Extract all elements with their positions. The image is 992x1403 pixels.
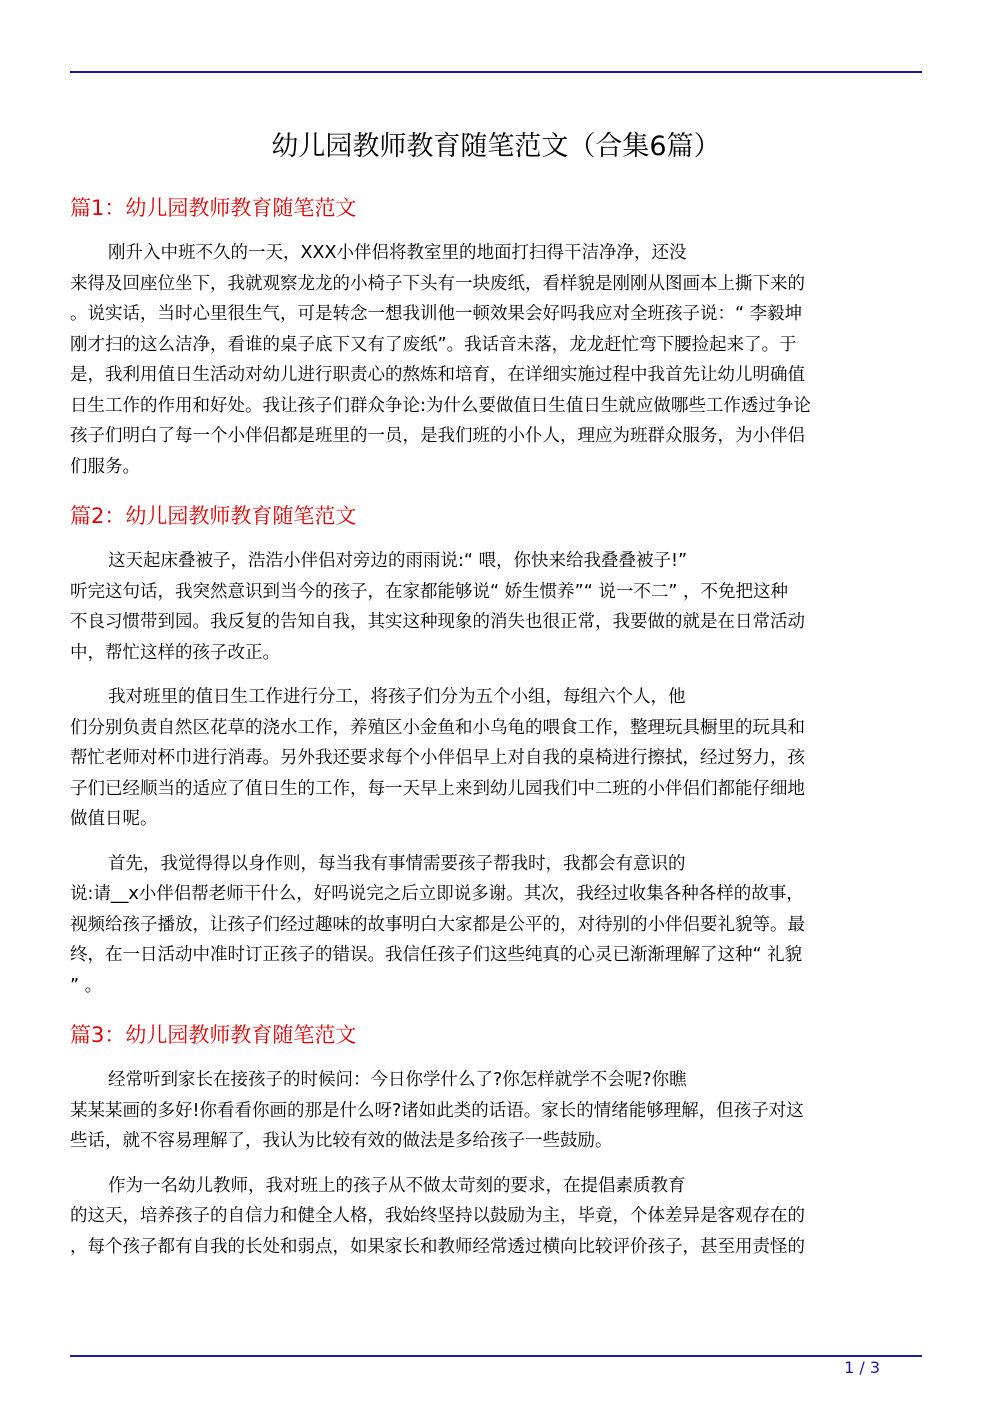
paragraph-line: 些话，就不容易理解了，我认为比较有效的做法是多给孩子一些鼓励。 — [70, 1131, 613, 1151]
paragraph-line: 们服务。 — [70, 456, 140, 477]
paragraph-line: 中，帮忙这样的孩子改正。 — [70, 642, 280, 663]
paragraph — [70, 238, 922, 482]
paragraph — [70, 1171, 922, 1263]
paragraph-line: 。说实话，当时心里很生气，可是转念一想我训他一顿效果会好吗我应对全班孩子说：“ 李毅坤 — [70, 304, 803, 324]
paragraph — [70, 682, 922, 835]
sections-container — [70, 192, 922, 1262]
page-number: 1 / 3 — [844, 1358, 880, 1377]
paragraph-line: 子们已经顺当的适应了值日生的工作，每一天早上来到幼儿园我们中二班的小伴侣们都能仔细地 — [70, 778, 805, 799]
paragraph-line: 做值日呢。 — [70, 809, 158, 829]
paragraph-line: 刚才扫的这么洁净，看谁的桌子底下又有了废纸”。我话音未落，龙龙赶忙弯下腰捡起来了。于 — [70, 334, 797, 355]
document-title: 幼儿园教师教育随笔范文（合集6篇） — [271, 131, 721, 162]
header-rule — [70, 71, 922, 73]
paragraph-line: 听完这句话，我突然意识到当今的孩子，在家都能够说“ 娇生惯养”“ 说一不二” ，不免把这种 — [70, 581, 788, 602]
section-3 — [70, 1019, 922, 1262]
paragraph-line: 视频给孩子播放，让孩子们经过趣味的故事明白大家都是公平的，对待别的小伴侣要礼貌等。最 — [70, 914, 805, 935]
paragraph — [70, 1065, 922, 1157]
paragraph-line: ，每个孩子都有自我的长处和弱点，如果家长和教师经常透过横向比较评价孩子，甚至用责怪的 — [70, 1236, 805, 1257]
section-1 — [70, 192, 922, 482]
paragraph-line: 经常听到家长在接孩子的时候问：今日你学什么了?你怎样就学不会呢?你瞧 — [108, 1070, 687, 1090]
paragraph — [70, 546, 922, 668]
paragraph-line: 的这天，培养孩子的自信力和健全人格，我始终坚持以鼓励为主，毕竟，个体差异是客观存在的 — [70, 1206, 805, 1226]
footer-rule — [70, 1355, 922, 1357]
paragraph-line: 孩子们明白了每一个小伴侣都是班里的一员，是我们班的小仆人，理应为班群众服务，为小伴侣 — [70, 426, 805, 446]
paragraph-line: 是，我利用值日生活动对幼儿进行职责心的熬炼和培育，在详细实施过程中我首先让幼儿明确值 — [70, 365, 805, 385]
paragraph-line: 不良习惯带到园。我反复的告知自我，其实这种现象的消失也很正常，我要做的就是在日常活动 — [70, 612, 805, 632]
paragraph-line: 说:请__x小伴侣帮老师干什么，好吗说完之后立即说多谢。其次，我经过收集各种各样的故事， — [70, 884, 804, 904]
document-body — [70, 124, 922, 1276]
paragraph — [70, 849, 922, 1002]
paragraph-line: ” 。 — [70, 975, 103, 996]
paragraph-line: 帮忙老师对杯巾进行消毒。另外我还要求每个小伴侣早上对自我的桌椅进行擦拭，经过努力，孩 — [70, 748, 805, 768]
paragraph-line: 我对班里的值日生工作进行分工，将孩子们分为五个小组，每组六个人，他 — [108, 687, 686, 707]
paragraph-line: 某某某画的多好!你看看你画的那是什么呀?诸如此类的话语。家长的情绪能够理解，但孩子对这 — [70, 1100, 804, 1121]
paragraph-line: 终，在一日活动中准时订正孩子的错误。我信任孩子们这些纯真的心灵已渐渐理解了这种“ 礼貌 — [70, 945, 803, 965]
section-heading: 篇1：幼儿园教师教育随笔范文 — [70, 196, 357, 220]
paragraph-line: 们分别负责自然区花草的浇水工作，养殖区小金鱼和小乌龟的喂食工作，整理玩具橱里的玩具和 — [70, 717, 805, 738]
section-heading: 篇2：幼儿园教师教育随笔范文 — [70, 504, 357, 528]
paragraph-line: 日生工作的作用和好处。我让孩子们群众争论:为什么要做值日生值日生就应做哪些工作透过争论 — [70, 395, 811, 416]
paragraph-line: 刚升入中班不久的一天，XXX小伴侣将教室里的地面打扫得干洁净净，还没 — [108, 243, 687, 263]
paragraph-line: 这天起床叠被子，浩浩小伴侣对旁边的雨雨说:“ 喂，你快来给我叠叠被子!” — [108, 551, 688, 571]
paragraph-line: 首先，我觉得得以身作则，每当我有事情需要孩子帮我时，我都会有意识的 — [108, 853, 686, 874]
section-2 — [70, 500, 922, 1001]
section-heading: 篇3：幼儿园教师教育随笔范文 — [70, 1023, 357, 1047]
paragraph-line: 作为一名幼儿教师，我对班上的孩子从不做太苛刻的要求，在提倡素质教育 — [108, 1175, 686, 1196]
paragraph-line: 来得及回座位坐下，我就观察龙龙的小椅子下头有一块废纸，看样貌是刚刚从图画本上撕下来的 — [70, 273, 805, 294]
